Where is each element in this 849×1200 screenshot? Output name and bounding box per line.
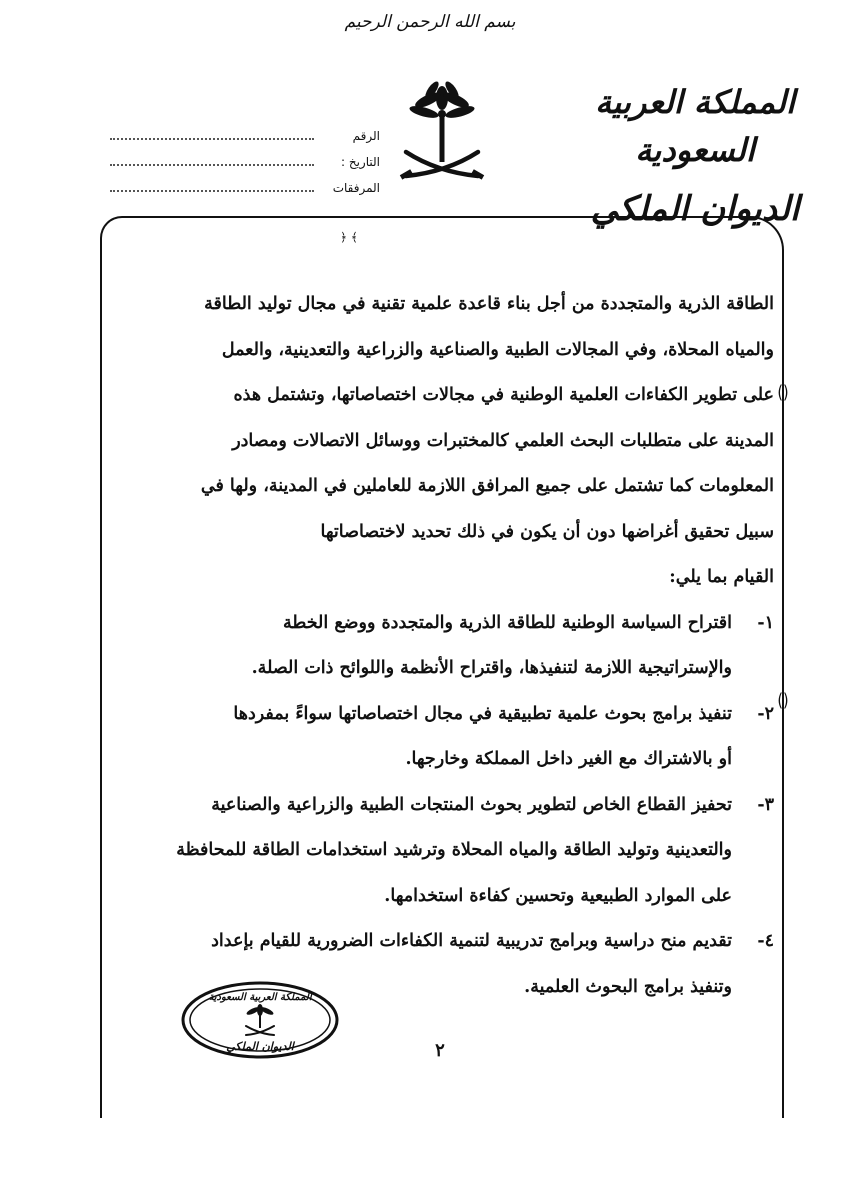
ref-date-dots <box>110 154 314 166</box>
basmala: بسم الله الرحمن الرحيم <box>344 12 516 32</box>
list-item-text <box>112 601 732 692</box>
body-line: القيام بما يلي: <box>669 567 774 587</box>
list-item-number: ٤- <box>757 931 774 951</box>
margin-paren-icon: () <box>777 382 789 403</box>
list-item <box>112 783 774 920</box>
royal-court-name: الديوان الملكي <box>590 189 800 229</box>
kingdom-name: المملكة العربية السعودية <box>595 83 795 169</box>
body-line: الطاقة الذرية والمتجددة من أجل بناء قاعدة علمية تقنية في مجال توليد الطاقة <box>204 294 774 314</box>
ref-date-row <box>110 154 380 180</box>
page-number: ٢ <box>435 1040 445 1061</box>
ref-attachments-dots <box>110 180 314 192</box>
list-item-line: وتنفيذ برامج البحوث العلمية. <box>524 976 732 997</box>
list-item-line: والتعدينية وتوليد الطاقة والمياه المحلاة وترشيد استخدامات الطاقة للمحافظة <box>176 840 732 860</box>
ref-number-row <box>110 128 380 154</box>
frame-mark: ﴿ ﴾ <box>340 230 358 244</box>
list-item-text <box>112 692 732 783</box>
body-line: على تطوير الكفاءات العلمية الوطنية في مجالات اختصاصاتها، وتشتمل هذه <box>233 385 774 405</box>
list-item-line: على الموارد الطبيعية وتحسين كفاءة استخدامها. <box>384 885 732 906</box>
ref-attachments-label: المرفقات <box>332 181 380 195</box>
ref-attachments-row <box>110 180 380 206</box>
reference-fields <box>110 128 380 206</box>
margin-paren-icon: () <box>777 690 789 711</box>
list-item-line: أو بالاشتراك مع الغير داخل المملكة وخارجها. <box>405 749 732 769</box>
body-line: سبيل تحقيق أغراضها دون أن يكون في ذلك تحديد لاختصاصاتها <box>320 521 774 542</box>
ref-date-label: التاريخ : <box>340 155 380 169</box>
palm-swords-emblem-icon <box>392 80 492 190</box>
list-item-line: تحفيز القطاع الخاص لتطوير بحوث المنتجات الطبية والزراعية والصناعية <box>211 794 732 815</box>
list-item-number: ٣- <box>757 794 774 815</box>
body-line: المدينة على متطلبات البحث العلمي كالمختبرات ووسائل الاتصالات ومصادر <box>232 430 774 451</box>
list-item-line: والإستراتيجية اللازمة لتنفيذها، واقتراح الأنظمة واللوائح ذات الصلة. <box>251 658 732 678</box>
list-item-line: اقتراح السياسة الوطنية للطاقة الذرية والمتجددة ووضع الخطة <box>283 612 732 633</box>
royal-court-seal-icon <box>180 980 340 1060</box>
list-item-number: ٢- <box>757 703 774 724</box>
seal-bottom-text: الديوان الملكي <box>226 1040 294 1053</box>
list-item-number: ١- <box>757 612 774 633</box>
list-item <box>112 692 774 783</box>
letterhead-title <box>560 78 830 234</box>
document-body <box>112 282 774 1010</box>
body-line: المعلومات كما تشتمل على جميع المرافق اللازمة للعاملين في المدينة، ولها في <box>200 476 774 496</box>
ref-number-dots <box>110 128 314 140</box>
list-item-text <box>112 783 732 920</box>
body-line: والمياه المحلاة، وفي المجالات الطبية والصناعية والزراعية والتعدينية، والعمل <box>221 339 774 360</box>
list-item-line: تنفيذ برامج بحوث علمية تطبيقية في مجال اختصاصاتها سواءً بمفردها <box>233 703 732 724</box>
list-item <box>112 601 774 692</box>
ref-number-label: الرقم <box>352 129 380 143</box>
seal-top-text: المملكة العربية السعودية <box>208 992 312 1003</box>
list-item-line: تقديم منح دراسية وبرامج تدريبية لتنمية الكفاءات الضرورية للقيام بإعداد <box>211 931 732 951</box>
